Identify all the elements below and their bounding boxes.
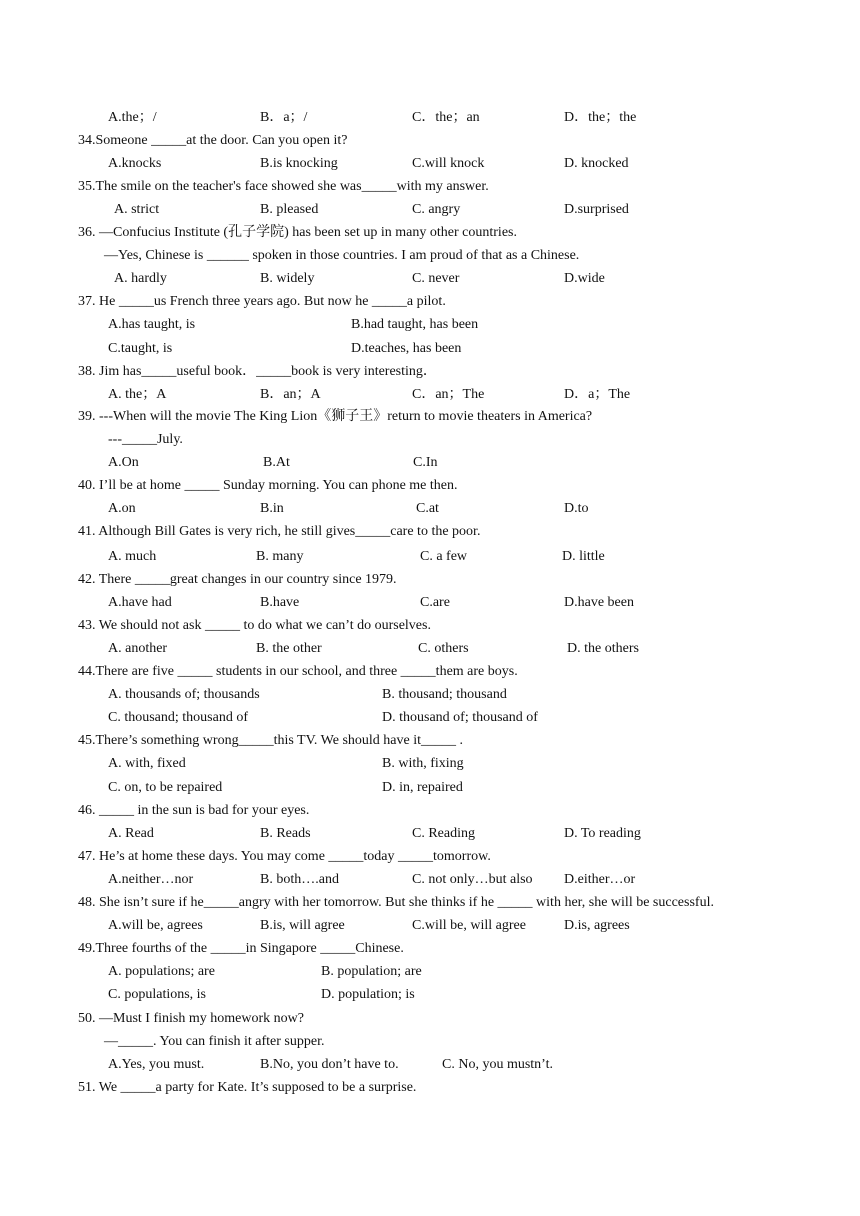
q45-option-a: A. with, fixed <box>108 756 186 771</box>
q46-option-c: C. Reading <box>412 826 475 841</box>
q34-stem: 34.Someone _____at the door. Can you open it? <box>78 133 348 148</box>
q50-option-b: B.No, you don’t have to. <box>260 1057 399 1072</box>
q45-option-c: C. on, to be repaired <box>108 780 223 795</box>
q46-option-d: D. To reading <box>564 826 641 841</box>
q38-option-a: A. the；A <box>108 387 167 402</box>
q49-option-d: D. population; is <box>321 987 415 1002</box>
q45-option-d: D. in, repaired <box>382 780 463 795</box>
q34-option-b: B.is knocking <box>260 156 338 171</box>
q42-stem: 42. There _____great changes in our country since 1979. <box>78 572 397 587</box>
q50-option-a: A.Yes, you must. <box>108 1057 205 1072</box>
q36-option-d: D.wide <box>564 271 605 286</box>
q34-option-c: C.will knock <box>412 156 485 171</box>
q38-stem: 38. Jim has_____useful book．_____book is very interesting． <box>78 364 437 379</box>
q36-stem: 36. —Confucius Institute (孔子学院) has been set up in many other countries. <box>78 225 517 240</box>
q44-option-a: A. thousands of; thousands <box>108 687 260 702</box>
q43-option-c: C. others <box>418 641 469 656</box>
q50-stem: 50. —Must I finish my homework now? <box>78 1011 304 1026</box>
q47-option-a: A.neither…nor <box>108 872 194 887</box>
q39-option-c: C.In <box>413 455 438 470</box>
q42-option-d: D.have been <box>564 595 634 610</box>
q41-option-b: B. many <box>256 549 304 564</box>
q41-option-d: D. little <box>562 549 605 564</box>
q41-option-c: C. a few <box>420 549 468 564</box>
q37-stem: 37. He _____us French three years ago. But now he _____a pilot. <box>78 294 446 309</box>
q36-option-a: A. hardly <box>114 271 167 286</box>
q44-stem: 44.There are five _____ students in our school, and three _____them are boys. <box>78 664 518 679</box>
q43-option-a: A. another <box>108 641 168 656</box>
q36-option-c: C. never <box>412 271 460 286</box>
q38-option-d: D．a；The <box>564 387 631 402</box>
q43-option-b: B. the other <box>256 641 322 656</box>
q48-option-d: D.is, agrees <box>564 918 630 933</box>
q33-option-b: B．a；/ <box>260 110 308 125</box>
q45-stem: 45.There’s something wrong_____this TV. We should have it_____ . <box>78 733 464 748</box>
q40-stem: 40. I’ll be at home _____ Sunday morning. You can phone me then. <box>78 478 458 493</box>
q39-option-b: B.At <box>263 455 290 470</box>
q40-option-d: D.to <box>564 501 589 516</box>
q49-option-b: B. population; are <box>321 964 422 979</box>
q43-option-d: D. the others <box>567 641 639 656</box>
q49-option-a: A. populations; are <box>108 964 215 979</box>
q39-option-a: A.On <box>108 455 139 470</box>
q47-option-c: C. not only…but also <box>412 872 533 887</box>
q47-stem: 47. He’s at home these days. You may come _____today _____tomorrow. <box>78 849 491 864</box>
q43-stem: 43. We should not ask _____ to do what we can’t do ourselves. <box>78 618 431 633</box>
q49-option-c: C. populations, is <box>108 987 207 1002</box>
q44-option-d: D. thousand of; thousand of <box>382 710 538 725</box>
q44-option-c: C. thousand; thousand of <box>108 710 248 725</box>
q47-option-d: D.either…or <box>564 872 636 887</box>
q39-stem-reply: ---_____July. <box>108 432 183 447</box>
q35-stem: 35.The smile on the teacher's face showed she was_____with my answer. <box>78 179 489 194</box>
q35-option-d: D.surprised <box>564 202 629 217</box>
q48-stem: 48. She isn’t sure if he_____angry with her tomorrow. But she thinks if he _____ with her, she will be successful. <box>78 895 714 910</box>
q40-option-c: C.at <box>416 501 439 516</box>
q35-option-a: A. strict <box>114 202 160 217</box>
q41-option-a: A. much <box>108 549 157 564</box>
q33-option-a: A.the；/ <box>108 110 157 125</box>
q33-option-c: C．the；an <box>412 110 480 125</box>
q37-option-b: B.had taught, has been <box>351 317 479 332</box>
q35-option-c: C. angry <box>412 202 461 217</box>
q50-stem-reply: —_____. You can finish it after supper. <box>104 1034 325 1049</box>
q46-option-a: A. Read <box>108 826 154 841</box>
q45-option-b: B. with, fixing <box>382 756 464 771</box>
q39-stem: 39. ---When will the movie The King Lion《狮子王》return to movie theaters in America? <box>78 409 593 424</box>
q35-option-b: B. pleased <box>260 202 319 217</box>
q42-option-b: B.have <box>260 595 300 610</box>
q48-option-b: B.is, will agree <box>260 918 345 933</box>
q42-option-a: A.have had <box>108 595 172 610</box>
q46-stem: 46. _____ in the sun is bad for your eyes. <box>78 803 310 818</box>
q42-option-c: C.are <box>420 595 450 610</box>
q40-option-b: B.in <box>260 501 284 516</box>
q36-stem-reply: —Yes, Chinese is ______ spoken in those countries. I am proud of that as a Chinese. <box>104 248 580 263</box>
q41-stem: 41. Although Bill Gates is very rich, he still gives_____care to the poor. <box>78 524 481 539</box>
q48-option-c: C.will be, will agree <box>412 918 526 933</box>
q51-stem: 51. We _____a party for Kate. It’s supposed to be a surprise. <box>78 1080 417 1095</box>
q49-stem: 49.Three fourths of the _____in Singapore _____Chinese. <box>78 941 404 956</box>
q48-option-a: A.will be, agrees <box>108 918 203 933</box>
q46-option-b: B. Reads <box>260 826 311 841</box>
q38-option-b: B．an；A <box>260 387 321 402</box>
q34-option-d: D. knocked <box>564 156 629 171</box>
q33-option-d: D．the；the <box>564 110 637 125</box>
q37-option-d: D.teaches, has been <box>351 341 462 356</box>
q38-option-c: C．an；The <box>412 387 485 402</box>
q37-option-c: C.taught, is <box>108 341 173 356</box>
q36-option-b: B. widely <box>260 271 315 286</box>
q37-option-a: A.has taught, is <box>108 317 196 332</box>
q47-option-b: B. both….and <box>260 872 339 887</box>
q44-option-b: B. thousand; thousand <box>382 687 507 702</box>
q40-option-a: A.on <box>108 501 136 516</box>
q34-option-a: A.knocks <box>108 156 162 171</box>
q50-option-c: C. No, you mustn’t. <box>442 1057 553 1072</box>
